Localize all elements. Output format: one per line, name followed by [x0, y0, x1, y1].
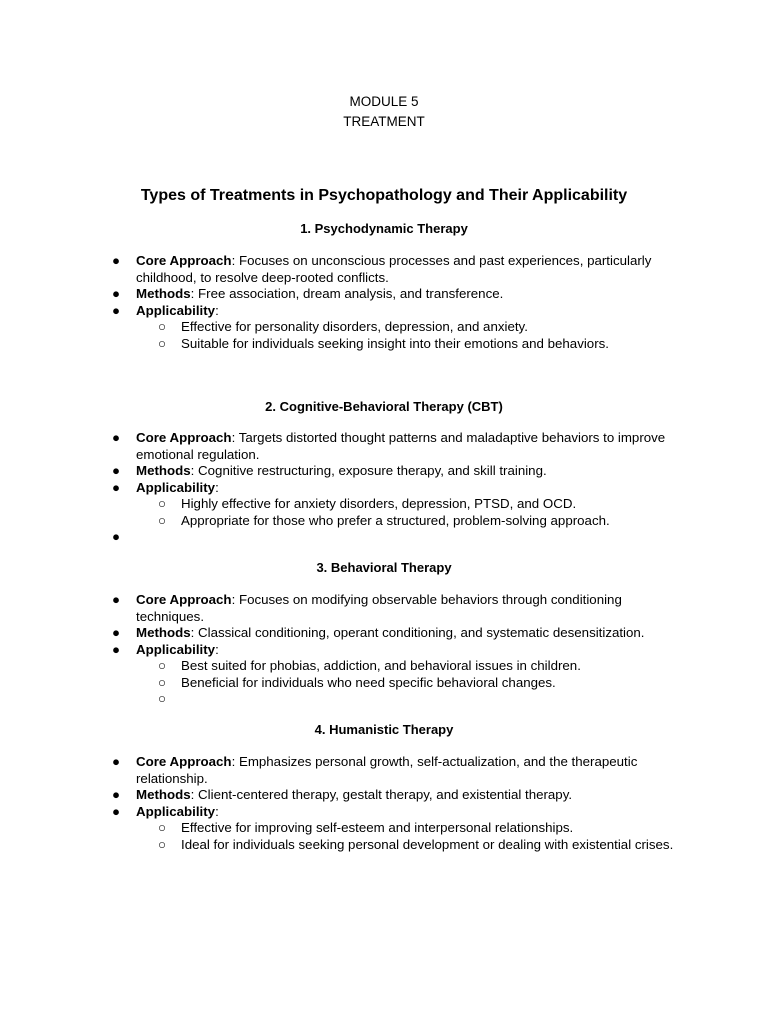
methods-text: : Free association, dream analysis, and transference.	[190, 286, 504, 301]
sub-list-item	[136, 837, 678, 854]
sub-item-text: Highly effective for anxiety disorders, depression, PTSD, and OCD.	[181, 496, 577, 511]
sub-bullet-icon: ○	[158, 496, 167, 511]
list-item-applicability	[0, 642, 768, 708]
core-approach-text: : Emphasizes personal growth, self-actualization, and the therapeutic relationship.	[136, 754, 638, 786]
section-heading-humanistic: 4. Humanistic Therapy	[314, 722, 454, 737]
applicability-sub-list	[136, 319, 678, 352]
sub-item-text: Beneficial for individuals who need specific behavioral changes.	[181, 674, 556, 690]
sub-item-text: Best suited for phobias, addiction, and behavioral issues in children.	[181, 658, 581, 673]
bullet-icon: ●	[112, 754, 121, 769]
applicability-label: Applicability	[136, 803, 216, 819]
section-list-humanistic	[0, 754, 768, 853]
sub-item-text: Suitable for individuals seeking insight into their emotions and behaviors.	[181, 335, 609, 351]
module-number: MODULE 5	[349, 94, 419, 109]
module-header	[0, 92, 768, 131]
core-approach-label: Core Approach	[136, 253, 232, 268]
bullet-icon: ●	[112, 430, 121, 445]
sub-bullet-icon: ○	[158, 319, 167, 334]
section-heading-psychodynamic: 1. Psychodynamic Therapy	[300, 221, 468, 236]
bullet-icon: ●	[112, 463, 121, 478]
list-item-core-approach	[0, 430, 768, 463]
applicability-label: Applicability	[136, 479, 216, 495]
bullet-icon: ●	[112, 479, 121, 495]
sub-bullet-icon: ○	[158, 836, 167, 852]
methods-text: : Classical conditioning, operant conditioning, and systematic desensitization.	[190, 625, 645, 640]
sub-bullet-icon: ○	[158, 674, 167, 690]
bullet-icon: ●	[112, 286, 121, 301]
sub-bullet-icon: ○	[158, 820, 167, 835]
methods-label: Methods	[136, 463, 191, 478]
sub-item-text: Effective for personality disorders, depression, and anxiety.	[181, 319, 528, 334]
applicability-label: Applicability	[136, 641, 216, 657]
sub-list-item-empty	[136, 691, 678, 708]
sub-list-item	[136, 513, 678, 530]
sub-list-item	[136, 336, 678, 353]
list-item-applicability	[0, 303, 768, 353]
bullet-icon: ●	[112, 592, 121, 607]
bullet-icon: ●	[112, 787, 121, 802]
sub-list-item	[136, 319, 678, 336]
core-approach-text: : Focuses on unconscious processes and past experiences, particularly childhood, to resolve deep-rooted conflicts.	[136, 253, 652, 285]
methods-text: : Client-centered therapy, gestalt therapy, and existential therapy.	[190, 787, 573, 802]
list-item-methods	[0, 625, 768, 642]
core-approach-text: : Focuses on modifying observable behaviors through conditioning techniques.	[136, 592, 622, 624]
sub-bullet-icon: ○	[158, 512, 167, 528]
sub-list-item	[136, 675, 678, 692]
section-heading-behavioral: 3. Behavioral Therapy	[316, 560, 452, 575]
list-item-applicability	[0, 804, 768, 854]
applicability-sub-list	[136, 820, 678, 853]
list-item-core-approach	[0, 253, 768, 286]
list-item-methods	[0, 286, 768, 303]
methods-text: : Cognitive restructuring, exposure therapy, and skill training.	[190, 463, 547, 478]
module-subtitle: TREATMENT	[343, 113, 425, 129]
sub-item-text: Effective for improving self-esteem and interpersonal relationships.	[181, 820, 574, 835]
section-list-behavioral	[0, 592, 768, 708]
bullet-icon: ●	[112, 803, 121, 819]
applicability-colon: :	[215, 641, 219, 657]
applicability-colon: :	[215, 302, 219, 318]
applicability-sub-list	[136, 496, 678, 529]
sub-bullet-icon: ○	[158, 691, 167, 706]
sub-bullet-icon: ○	[158, 335, 167, 351]
methods-label: Methods	[136, 625, 191, 640]
sub-item-text: Appropriate for those who prefer a structured, problem-solving approach.	[181, 512, 610, 528]
methods-label: Methods	[136, 286, 191, 301]
bullet-icon: ●	[112, 253, 121, 268]
core-approach-label: Core Approach	[136, 592, 232, 607]
core-approach-text: : Targets distorted thought patterns and maladaptive behaviors to improve emotional regulation.	[136, 430, 666, 462]
bullet-icon: ●	[112, 625, 121, 640]
section-list-psychodynamic	[0, 253, 768, 352]
sub-bullet-icon: ○	[158, 658, 167, 673]
list-item-methods	[0, 463, 768, 480]
core-approach-label: Core Approach	[136, 430, 232, 445]
list-item-applicability	[0, 480, 768, 530]
document-title: Types of Treatments in Psychopathology and Their Applicability	[140, 187, 628, 204]
applicability-colon: :	[215, 803, 219, 819]
sub-list-item	[136, 658, 678, 675]
bullet-icon: ●	[112, 641, 121, 657]
list-item-core-approach	[0, 754, 768, 787]
sub-list-item	[136, 496, 678, 513]
list-item-methods	[0, 787, 768, 804]
section-heading-cbt: 2. Cognitive-Behavioral Therapy (CBT)	[265, 399, 503, 414]
list-item-core-approach	[0, 592, 768, 625]
section-list-cbt	[0, 430, 768, 529]
sub-list-item	[136, 820, 678, 837]
bullet-icon: ●	[112, 302, 121, 318]
applicability-colon: :	[215, 479, 219, 495]
applicability-sub-list	[136, 658, 678, 708]
methods-label: Methods	[136, 787, 191, 802]
core-approach-label: Core Approach	[136, 754, 232, 769]
sub-item-text: Ideal for individuals seeking personal development or dealing with existential crises.	[181, 836, 674, 852]
applicability-label: Applicability	[136, 302, 216, 318]
empty-bullet-icon: ●	[112, 529, 121, 544]
